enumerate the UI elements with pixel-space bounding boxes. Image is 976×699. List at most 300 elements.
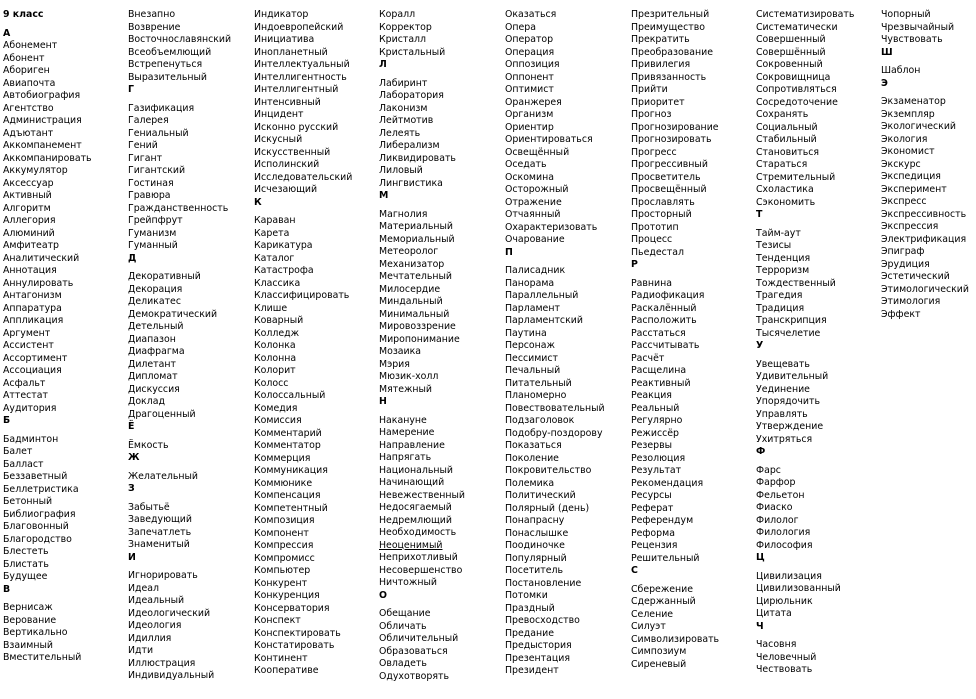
word-item: Персонаж (505, 340, 555, 351)
word-item: Гостиная (128, 177, 174, 189)
word-item: Гуманный (128, 240, 178, 251)
word-item: Идиллия (128, 632, 172, 644)
word-item: Идеал (128, 582, 159, 594)
word-item: Лабиринт (379, 77, 428, 89)
word-item: Исчезающий (254, 184, 318, 195)
word-item: Милосердие (379, 283, 441, 295)
section-letter: Б (3, 415, 11, 426)
word-item: Мемориальный (379, 233, 455, 245)
word-item: Очарование (505, 234, 565, 245)
word-column-3 (254, 9, 378, 678)
word-item: Терроризм (756, 265, 810, 276)
word-item: Магнолия (379, 208, 428, 220)
word-item: Лингвистика (379, 177, 443, 189)
word-item: Стабильный (756, 134, 817, 145)
word-item: Колледж (254, 327, 300, 339)
word-item: Возврение (128, 21, 181, 33)
word-item: Совершенный (756, 34, 826, 45)
word-item: Коммуникация (254, 465, 328, 476)
word-column-7 (756, 9, 880, 677)
word-item: Оседать (505, 159, 547, 170)
word-item: Потомки (505, 590, 548, 601)
word-item: Эффект (881, 308, 921, 320)
word-column-1 (3, 9, 127, 665)
word-item: Каталог (254, 252, 295, 264)
word-item: Гуманизм (128, 227, 177, 239)
word-item: Символизировать (631, 633, 720, 645)
word-item: Карикатура (254, 240, 313, 251)
word-item: Понапрасну (505, 515, 565, 526)
word-item: Тайм-аут (756, 227, 801, 239)
word-item: Агентство (3, 102, 54, 114)
word-item: Декоративный (128, 271, 201, 282)
word-item: Искусственный (254, 146, 331, 158)
word-item: Компьютер (254, 565, 311, 576)
word-item: Панорама (505, 277, 555, 289)
word-item: Параллельный (505, 290, 579, 301)
word-item: Композиция (254, 515, 315, 526)
word-item: Заведующий (128, 514, 192, 525)
word-item: Преимущество (631, 21, 705, 33)
word-item: Абонемент (3, 40, 58, 51)
section-letter: Р (631, 259, 638, 270)
word-item: Утверждение (756, 421, 824, 432)
word-item: Беллетристика (3, 483, 79, 495)
word-item: Компромисс (254, 552, 315, 564)
word-column-5 (505, 9, 629, 678)
word-item: Просветитель (631, 171, 701, 183)
word-item: Стремительный (756, 171, 836, 183)
word-item: Взаимный (3, 639, 53, 651)
word-item: Аккомпанировать (3, 152, 92, 164)
word-item: Конкуренция (254, 590, 320, 601)
word-item: Корректор (379, 21, 432, 33)
word-item: Карета (254, 227, 290, 239)
word-item: Индоевропейский (254, 21, 344, 33)
word-item: Аккомпанемент (3, 140, 82, 151)
word-item: Вместительный (3, 652, 82, 663)
word-item: Ресурсы (631, 490, 672, 501)
section-letter: М (379, 190, 389, 201)
section-letter: К (254, 196, 262, 208)
word-item: Миропонимание (379, 333, 460, 345)
word-item: Эрудиция (881, 258, 930, 270)
word-item: Филология (756, 527, 811, 538)
section-letter: З (128, 483, 135, 494)
section-letter: Г (128, 84, 134, 95)
word-item: Запечатлеть (128, 526, 192, 538)
word-item: Знаменитый (128, 539, 190, 550)
section-letter: О (379, 589, 387, 601)
word-item: Дипломат (128, 371, 178, 382)
word-item: Забытьё (128, 501, 170, 513)
word-item: Подзаголовок (505, 415, 575, 426)
word-item: Отражение (505, 196, 562, 208)
word-column-6 (631, 9, 755, 671)
word-item: Мюзик-холл (379, 371, 439, 382)
word-item: Кооперативе (254, 665, 319, 676)
word-item: Вертикально (3, 627, 68, 638)
word-item: Прославлять (631, 196, 695, 208)
word-item: Прогресс (631, 146, 677, 158)
word-item: Цирюльник (756, 595, 813, 607)
word-item: Сосредоточение (756, 96, 838, 108)
section-letter: Д (128, 252, 137, 264)
section-letter: Н (379, 396, 387, 407)
word-column-4 (379, 9, 503, 683)
word-item: Чопорный (881, 9, 931, 20)
word-item: Конкурент (254, 577, 308, 589)
word-item: Компрессия (254, 540, 314, 551)
word-item: Охарактеризовать (505, 221, 598, 233)
word-item: Овладеть (379, 658, 427, 669)
word-item: Показаться (505, 440, 562, 451)
word-item: Пьедестал (631, 246, 684, 258)
word-item: Поодиночке (505, 540, 565, 551)
word-item: Амфитеатр (3, 240, 59, 251)
word-item: Интенсивный (254, 96, 321, 108)
word-item: Метеоролог (379, 246, 439, 257)
word-item: Лиловый (379, 165, 423, 176)
word-item: Галерея (128, 115, 169, 126)
word-item: Вернисаж (3, 602, 53, 613)
word-item: Абонент (3, 52, 45, 64)
word-item: Конспект (254, 615, 301, 626)
word-item: Этимологический (881, 283, 969, 295)
word-item: Превосходство (505, 615, 580, 626)
word-item: Недосягаемый (379, 502, 452, 513)
word-item: Парламент (505, 302, 560, 314)
word-item: Обещание (379, 608, 431, 619)
word-item: Экспрессия (881, 221, 939, 232)
word-item: Экологический (881, 121, 956, 132)
word-item: Реакция (631, 390, 672, 401)
word-item: Восточнославянский (128, 34, 232, 45)
word-item: Благородство (3, 533, 72, 545)
word-item: Политический (505, 490, 576, 501)
word-item: Констатировать (254, 640, 335, 651)
word-item: Континент (254, 652, 308, 664)
word-item: Прототип (631, 221, 679, 233)
word-item: Фельетон (756, 489, 805, 501)
section-letter: Л (379, 59, 387, 70)
word-item: Инцидент (254, 109, 304, 120)
word-item: Упорядочить (756, 396, 821, 407)
word-item: Экзаменатор (881, 96, 946, 107)
word-item: Полярный (день) (505, 502, 590, 514)
word-item: Комментарий (254, 427, 322, 439)
section-letter: Ш (881, 46, 893, 58)
word-item: Образоваться (379, 645, 448, 657)
word-item: Дискуссия (128, 383, 180, 395)
section-letter: Ё (128, 421, 135, 432)
word-item: Цивилизация (756, 570, 822, 582)
word-item: Мировоззрение (379, 321, 456, 332)
word-item: Оппонент (505, 71, 554, 83)
word-item: Накануне (379, 414, 427, 426)
word-item: Мечтательный (379, 271, 452, 282)
word-item: Национальный (379, 464, 454, 476)
word-item: Доклад (128, 396, 165, 407)
word-item: Фарфор (756, 477, 796, 488)
word-item: Преобразование (631, 46, 713, 58)
word-item: Предыстория (505, 640, 572, 651)
word-item: Недремлющий (379, 514, 452, 526)
word-item: Гений (128, 140, 158, 151)
word-item: Экология (881, 133, 928, 145)
word-item: Расположить (631, 315, 697, 326)
word-item: Реактивный (631, 377, 691, 389)
word-item: Администрация (3, 115, 82, 126)
word-item: Инопланетный (254, 46, 328, 58)
word-item: Оператор (505, 34, 554, 45)
word-item: Деликатес (128, 296, 181, 307)
word-item: Кристалл (379, 34, 427, 45)
word-item: Транскрипция (756, 315, 827, 326)
word-item: Аннулировать (3, 277, 74, 289)
word-item: Режиссёр (631, 427, 679, 439)
word-item: Ассистент (3, 340, 54, 351)
word-item: Катастрофа (254, 265, 314, 276)
word-item: Неприхотливый (379, 552, 458, 563)
word-item: Сиреневый (631, 658, 687, 670)
word-item: Интеллигентный (254, 84, 339, 95)
word-item: Привязанность (631, 71, 707, 83)
word-item: Иллюстрация (128, 657, 196, 669)
word-item: Исследовательский (254, 171, 353, 183)
word-item: Цитата (756, 608, 792, 619)
section-letter: Э (881, 77, 888, 89)
word-item: Паутина (505, 327, 547, 339)
word-item: Классика (254, 277, 301, 289)
section-letter: И (128, 551, 136, 563)
word-item: Гигантский (128, 165, 186, 176)
word-item: Лаконизм (379, 102, 428, 114)
word-item: Авиапочта (3, 77, 56, 89)
word-item: Радиофикация (631, 290, 705, 301)
word-item: Беззаветный (3, 471, 68, 482)
word-item: Реальный (631, 402, 680, 414)
word-item: Декорация (128, 283, 183, 295)
word-item: Автобиография (3, 90, 81, 101)
word-item: Желательный (128, 470, 198, 482)
word-item: Баллаcт (3, 458, 44, 470)
word-item: Питательный (505, 377, 572, 389)
word-item: Становиться (756, 146, 820, 158)
word-item: Повествовательный (505, 402, 605, 414)
word-item: Библиография (3, 508, 76, 520)
word-item: Материальный (379, 221, 453, 232)
word-item: Рекомендация (631, 477, 704, 489)
word-item: Сбережение (631, 583, 694, 595)
word-item: Напрягать (379, 452, 432, 463)
word-item: Несовершенство (379, 564, 463, 576)
section-letter: Т (756, 209, 763, 220)
word-item: Алгоритм (3, 202, 51, 214)
word-item: Экскурс (881, 158, 921, 170)
word-item: Гражданственность (128, 202, 229, 214)
word-item: Направление (379, 439, 445, 451)
word-item: Освещённый (505, 146, 570, 158)
word-item: Игнорировать (128, 570, 198, 581)
word-item: Экспрессивность (881, 208, 967, 220)
word-item: Индикатор (254, 9, 309, 20)
word-item: Электрификация (881, 233, 967, 245)
section-letter: Ц (756, 552, 765, 563)
word-item: Классифицировать (254, 290, 350, 301)
word-item: Ассортимент (3, 352, 68, 364)
word-item: Драгоценный (128, 408, 196, 420)
word-item: Эпиграф (881, 246, 925, 257)
word-item: Мятежный (379, 383, 433, 395)
section-letter: П (505, 246, 513, 258)
word-item: Операция (505, 46, 555, 58)
word-item: Диафрагма (128, 346, 185, 357)
word-item: Социальный (756, 121, 818, 133)
word-item: Решительный (631, 552, 700, 564)
word-item: Блестеть (3, 546, 49, 557)
word-item: Праздный (505, 602, 555, 614)
word-item: Президент (505, 665, 559, 676)
word-item: Планомерно (505, 390, 567, 401)
word-item: Консерватория (254, 602, 330, 614)
word-item: Прогнозирование (631, 121, 719, 133)
word-item: Шаблон (881, 65, 921, 76)
word-item: Тысячелетие (756, 327, 821, 339)
word-item: Фиаско (756, 502, 793, 513)
word-item: Сэкономить (756, 196, 816, 208)
word-item: Аттестат (3, 390, 48, 401)
word-item: Управлять (756, 408, 808, 420)
word-item: Минимальный (379, 308, 450, 320)
word-item: Одухотворять (379, 670, 449, 682)
word-item: Аксессуар (3, 177, 54, 189)
word-item: Сохранять (756, 109, 809, 120)
section-letter: А (3, 27, 11, 39)
word-item: Либерализм (379, 140, 440, 151)
word-item: Инициатива (254, 34, 315, 45)
word-item: Прогнозировать (631, 134, 712, 145)
word-item: Кристальный (379, 46, 446, 58)
word-item: Намерение (379, 427, 435, 438)
word-item: Внезапно (128, 9, 176, 20)
word-item: Референдум (631, 515, 694, 526)
word-item: Печальный (505, 365, 561, 376)
word-item: Силуэт (631, 621, 666, 632)
word-item: Исполинский (254, 159, 320, 170)
word-item: Этимология (881, 296, 941, 307)
word-item: Оказаться (505, 9, 557, 20)
word-item: Привилегия (631, 59, 691, 70)
word-item: Абориген (3, 65, 50, 76)
word-item: Эксперимент (881, 183, 947, 195)
word-item: Раскалённый (631, 302, 697, 314)
word-item: Начинающий (379, 477, 445, 488)
word-column-2 (128, 9, 252, 683)
word-item: Совершённый (756, 46, 826, 58)
word-item: Невежественный (379, 489, 465, 501)
word-item: Бадминтон (3, 433, 59, 445)
section-letter: В (3, 583, 11, 595)
word-item: Чествовать (756, 664, 813, 675)
word-item: Оскомина (505, 171, 554, 183)
word-item: Миндальный (379, 296, 443, 307)
word-item: Сокровищница (756, 71, 831, 83)
word-item: Конспектировать (254, 627, 341, 639)
word-item: Балет (3, 446, 33, 457)
word-item: Аналитический (3, 252, 80, 264)
section-letter: Ч (756, 620, 764, 632)
word-item: Благовонный (3, 521, 69, 532)
word-item: Искусный (254, 134, 303, 145)
word-item: Колонна (254, 352, 297, 364)
word-item: Алюминий (3, 227, 55, 239)
word-item: Механизатор (379, 258, 445, 270)
word-item: Гениальный (128, 127, 189, 139)
word-item: Ухитряться (756, 433, 813, 445)
word-item: Тенденция (756, 252, 811, 264)
word-item: Процесс (631, 234, 673, 245)
word-item: Прогрессивный (631, 159, 708, 170)
word-item: Эстетический (881, 271, 950, 282)
word-item: Расстаться (631, 327, 686, 339)
word-item: Асфальт (3, 377, 46, 389)
word-item: Селение (631, 608, 674, 620)
section-letter: Ф (756, 446, 766, 457)
word-item: Тождественный (756, 277, 836, 289)
word-item: Чрезвычайный (881, 21, 955, 33)
word-item: Детельный (128, 321, 184, 332)
word-item: Коммерция (254, 452, 311, 464)
word-item: Парламентский (505, 315, 583, 326)
word-item: Коммюнике (254, 477, 313, 489)
word-item: Оранжерея (505, 96, 562, 108)
word-item: Реформа (631, 527, 675, 539)
word-item: Отчаянный (505, 209, 561, 220)
word-item: Предание (505, 627, 554, 639)
word-item: Прогноз (631, 109, 672, 120)
word-item: Интеллектуальный (254, 59, 350, 70)
word-item: Оппозиция (505, 59, 560, 70)
word-item: Колоссальный (254, 390, 326, 401)
word-item: Будущее (3, 571, 48, 582)
word-item: Расчёт (631, 352, 665, 364)
word-item: Фарс (756, 464, 781, 476)
word-item: Аппликация (3, 315, 64, 326)
word-item: Гравюра (128, 190, 171, 201)
word-item: Идеология (128, 620, 182, 631)
word-item: Прийти (631, 84, 668, 95)
word-item: Трагедия (756, 290, 803, 301)
word-item: Постановление (505, 577, 582, 589)
word-item: Ориентир (505, 121, 554, 133)
word-item: Аппаратура (3, 302, 62, 314)
word-item: Популярный (505, 552, 567, 564)
word-item: Компонент (254, 527, 309, 539)
word-item: Лелеять (379, 127, 421, 139)
word-item: Увещевать (756, 358, 810, 370)
word-item: Идеальный (128, 595, 185, 606)
word-item: Индивидуальный (128, 670, 215, 681)
page-title: 9 класс (3, 9, 44, 20)
word-item: Колорит (254, 365, 296, 376)
word-item: Просторный (631, 209, 692, 220)
word-item: Бетонный (3, 496, 53, 507)
word-item: Мэрия (379, 358, 410, 370)
word-item: Дилетант (128, 358, 176, 370)
word-item: Экземпляр (881, 108, 935, 120)
word-item: Идеологический (128, 607, 211, 619)
